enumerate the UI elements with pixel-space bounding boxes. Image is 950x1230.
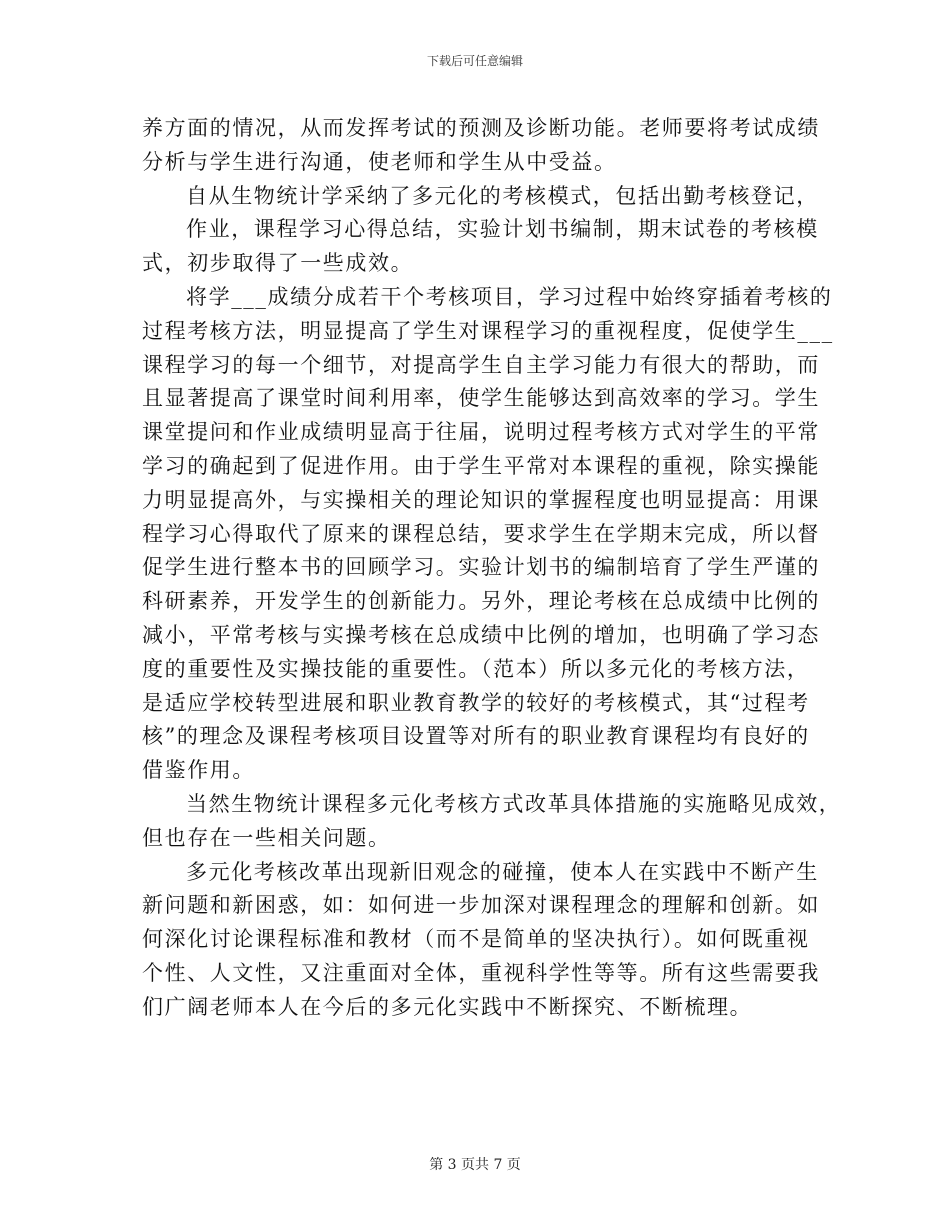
text-line: 促学生进行整本书的回顾学习。实验计划书的编制培育了学生严谨的 xyxy=(142,555,820,580)
text-line: 课程学习的每一个细节，对提高学生自主学习能力有很大的帮助，而 xyxy=(142,352,820,377)
text-line: 科研素养，开发学生的创新能力。另外，理论考核在总成绩中比例的 xyxy=(142,589,820,614)
text-line: 学习的确起到了促进作用。由于学生平常对本课程的重视，除实操能 xyxy=(142,453,820,478)
text-line: 且显著提高了课堂时间利用率，使学生能够达到高效率的学习。学生 xyxy=(142,386,820,411)
text-line: 借鉴作用。 xyxy=(142,758,255,783)
text-line: 新问题和新困惑，如：如何进一步加深对课程理念的理解和创新。如 xyxy=(142,893,820,918)
text-line: 们广阔老师本人在今后的多元化实践中不断探究、不断梳理。 xyxy=(142,994,753,1019)
paragraph-start-line: 自从生物统计学采纳了多元化的考核模式，包括出勤考核登记， xyxy=(186,183,819,208)
text-line: 程学习心得取代了原来的课程总结，要求学生在学期末完成，所以督 xyxy=(142,521,820,546)
page-header: 下载后可任意编辑 xyxy=(426,54,523,68)
text-line: 个性、人文性，又注重面对全体，重视科学性等等。所有这些需要我 xyxy=(142,960,820,985)
text-line: 减小，平常考核与实操考核在总成绩中比例的增加，也明确了学习态 xyxy=(142,622,820,647)
text-line: 但也存在一些相关问题。 xyxy=(142,825,391,850)
paragraph-start-line: 多元化考核改革出现新旧观念的碰撞，使本人在实践中不断产生 xyxy=(186,859,819,884)
text-line: 养方面的情况，从而发挥考试的预测及诊断功能。老师要将考试成绩 xyxy=(142,116,820,140)
paragraph-start-line: 将学___成绩分成若干个考核项目，学习过程中始终穿插着考核的 xyxy=(186,284,833,309)
text-line: 力明显提高外，与实操相关的理论知识的掌握程度也明显提高：用课 xyxy=(142,487,820,512)
text-line: 是适应学校转型进展和职业教育教学的较好的考核模式，其“过程考 xyxy=(142,690,810,715)
text-line: 度的重要性及实操技能的重要性。（范本）所以多元化的考核方法， xyxy=(142,656,810,681)
text-line: 式，初步取得了一些成效。 xyxy=(142,251,414,276)
document-body xyxy=(142,112,842,1025)
page-number: 第 3 页共 7 页 xyxy=(429,1157,521,1173)
text-line: 分析与学生进行沟通，使老师和学生从中受益。 xyxy=(142,149,617,174)
paragraph-start-line: 当然生物统计课程多元化考核方式改革具体措施的实施略见成效， xyxy=(186,791,842,816)
text-line: 核”的理念及课程考核项目设置等对所有的职业教育课程均有良好的 xyxy=(142,724,810,749)
text-line: 何深化讨论课程标准和教材（而不是简单的坚决执行）。如何既重视 xyxy=(142,927,810,952)
text-line: 过程考核方法，明显提高了学生对课程学习的重视程度，促使学生___ xyxy=(142,318,834,343)
text-line: 课堂提问和作业成绩明显高于往届，说明过程考核方式对学生的平常 xyxy=(142,420,820,445)
text-line: 作业，课程学习心得总结，实验计划书编制，期末试卷的考核模 xyxy=(186,217,819,242)
